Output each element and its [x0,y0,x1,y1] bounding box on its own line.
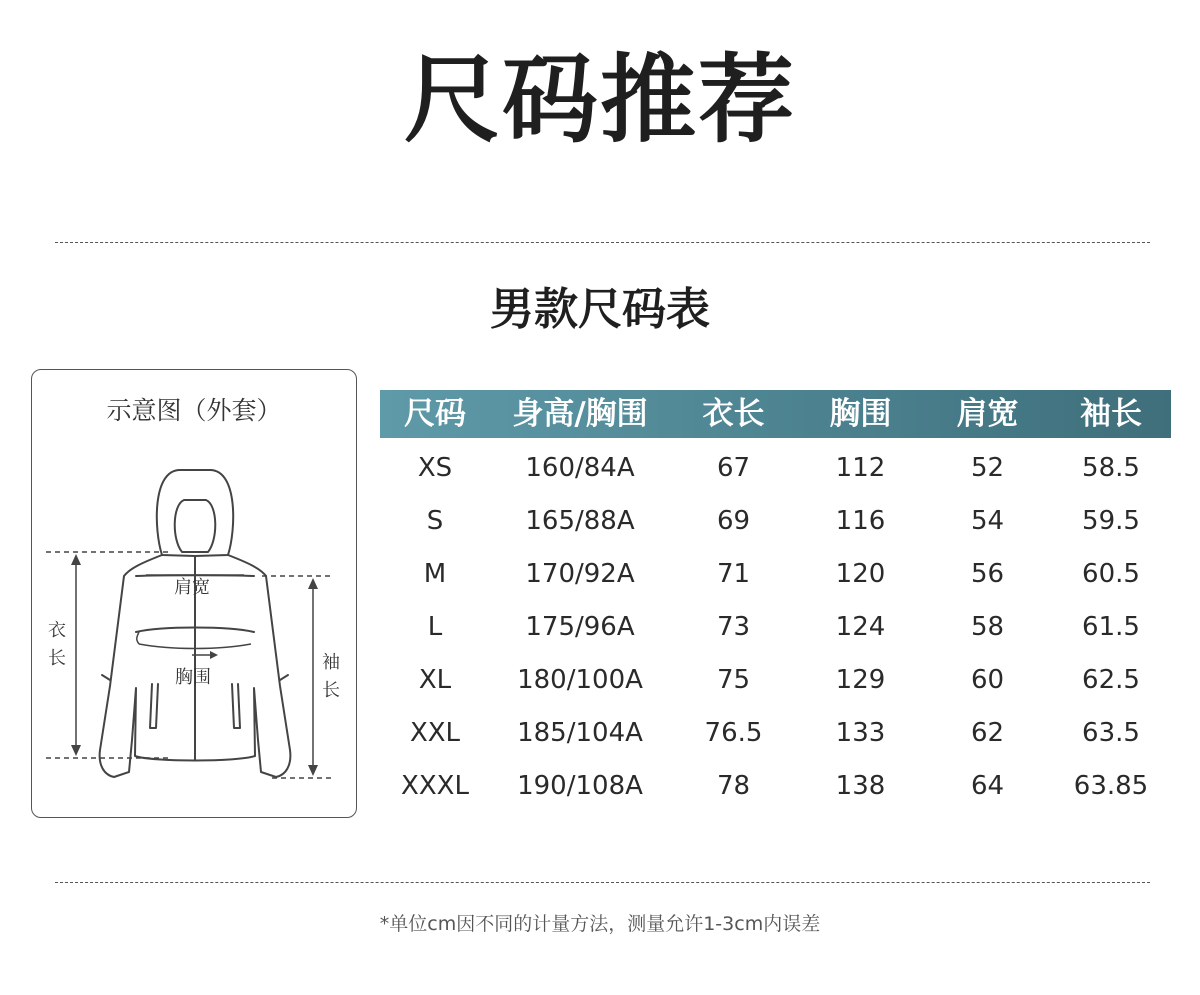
cell-sleeve: 63.5 [1082,718,1140,748]
cell-length: 69 [716,506,751,536]
cell-shoulder: 54 [970,506,1005,536]
cell-chest: 129 [835,665,886,695]
header-sleeve: 袖长 [1080,396,1142,432]
cell-length: 71 [716,559,751,589]
cell-height-chest: 180/100A [517,665,643,695]
cell-size: M [423,559,447,589]
sleeve-length-label-top: 袖 [322,652,340,673]
cell-height-chest: 160/84A [525,453,635,483]
chest-label: 胸围 [175,667,211,688]
table-row [380,548,1171,601]
cell-shoulder: 60 [970,665,1005,695]
cell-shoulder: 56 [970,559,1005,589]
cell-height-chest: 170/92A [525,559,635,589]
header-size: 尺码 [404,396,466,432]
jacket-diagram-panel [31,369,357,818]
cell-height-chest: 175/96A [525,612,635,642]
table-row [380,760,1171,813]
cell-height-chest: 185/104A [517,718,643,748]
cell-chest: 116 [835,506,886,536]
table-row [380,707,1171,760]
cell-sleeve: 63.85 [1073,771,1149,801]
section-title: 男款尺码表 [490,284,710,335]
cell-sleeve: 59.5 [1082,506,1140,536]
top-divider [55,242,1150,243]
cell-size: L [427,612,443,642]
header-length: 衣长 [702,396,765,432]
body-length-label-top: 衣 [48,620,66,641]
table-row [380,601,1171,654]
cell-height-chest: 190/108A [517,771,643,801]
size-chart-table [380,390,1171,813]
cell-sleeve: 58.5 [1082,453,1140,483]
header-chest: 胸围 [829,396,892,432]
cell-chest: 120 [835,559,886,589]
cell-chest: 138 [835,771,886,801]
table-row [380,495,1171,548]
cell-length: 73 [716,612,751,642]
cell-size: XXL [409,718,461,748]
cell-sleeve: 61.5 [1082,612,1140,642]
table-row [380,654,1171,707]
cell-length: 76.5 [704,718,763,748]
cell-shoulder: 64 [970,771,1005,801]
header-height-chest: 身高/胸围 [512,396,648,432]
cell-height-chest: 165/88A [525,506,635,536]
measurement-note: *单位cm因不同的计量方法，测量允许1-3cm内误差 [379,913,821,935]
cell-sleeve: 62.5 [1082,665,1140,695]
page-title: 尺码推荐 [404,44,796,156]
table-row [380,442,1171,495]
cell-shoulder: 62 [970,718,1005,748]
cell-size: XXXL [401,771,469,801]
cell-shoulder: 58 [970,612,1005,642]
cell-chest: 133 [835,718,886,748]
body-length-label-bottom: 长 [48,648,66,669]
table-body [380,442,1171,813]
cell-size: XL [418,665,452,695]
cell-sleeve: 60.5 [1082,559,1140,589]
cell-chest: 112 [835,453,886,483]
cell-chest: 124 [835,612,886,642]
header-shoulder: 肩宽 [956,396,1019,432]
table-header [380,390,1171,438]
diagram-caption: 示意图（外套） [106,396,282,425]
shoulder-width-label: 肩宽 [174,577,210,598]
cell-length: 67 [716,453,751,483]
cell-length: 75 [716,665,751,695]
sleeve-length-label-bottom: 长 [322,680,340,701]
cell-length: 78 [716,771,751,801]
bottom-divider [55,882,1150,883]
cell-size: XS [417,453,453,483]
cell-size: S [426,506,444,536]
cell-shoulder: 52 [970,453,1005,483]
